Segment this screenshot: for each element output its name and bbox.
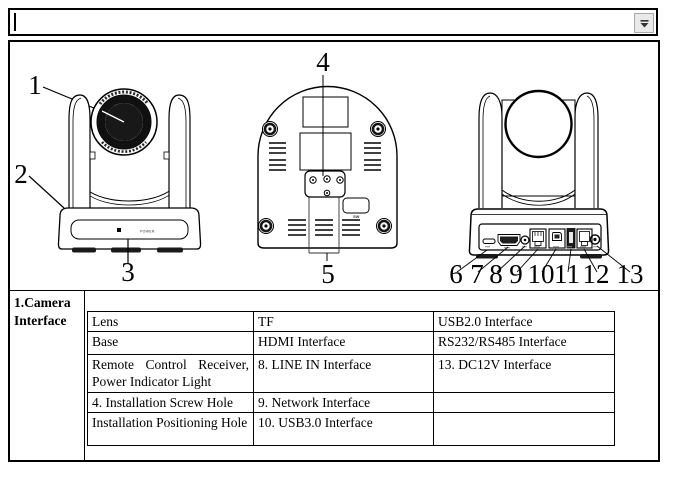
callout-1: 1 (28, 70, 42, 100)
front-panel (71, 220, 188, 239)
table-cell: 13. DC12V Interface (434, 355, 615, 393)
table-cell (434, 393, 615, 413)
table-row (88, 413, 615, 446)
mounting-plate (305, 171, 345, 197)
callout-7: 7 (470, 259, 484, 289)
table-row (88, 312, 615, 332)
table-cell: 4. Installation Screw Hole (88, 393, 254, 413)
document-combobox[interactable] (8, 8, 658, 36)
table-cell: HDMI Interface (254, 332, 434, 355)
table-cell: Base (88, 332, 254, 355)
network-port (530, 229, 546, 248)
table-row (88, 332, 615, 355)
callout-10: 10 (527, 259, 555, 289)
callout-3: 3 (121, 257, 135, 287)
content-frame (8, 40, 660, 462)
rear-view (449, 91, 643, 289)
callout-4: 4 (316, 47, 330, 77)
table-cell: TF (254, 312, 434, 332)
section-label-divider (84, 290, 85, 460)
callout-9: 9 (509, 259, 523, 289)
section-label: 1.Camera Interface (14, 295, 71, 328)
sw-label: SW (353, 214, 360, 219)
table-cell: Lens (88, 312, 254, 332)
callout-8: 8 (489, 259, 503, 289)
lens (91, 89, 157, 155)
table-cell: 9. Network Interface (254, 393, 434, 413)
hdmi-port (498, 235, 520, 246)
callout-5: 5 (321, 259, 335, 289)
table-cell: RS232/RS485 Interface (434, 332, 615, 355)
table-cell: USB2.0 Interface (434, 312, 615, 332)
power-label: POWER (140, 229, 155, 234)
callout-13: 13 (616, 259, 644, 289)
table-cell: Installation Positioning Hole (88, 413, 254, 446)
bottom-view (258, 47, 397, 289)
sw-switch (343, 198, 369, 213)
ir-receiver-dot (117, 228, 121, 232)
lens-rear (506, 91, 572, 157)
usb2-port (567, 229, 575, 249)
section-top-border (10, 290, 658, 291)
table-row (88, 355, 615, 393)
dropdown-arrow-icon (639, 18, 650, 29)
camera-diagrams (10, 42, 658, 290)
callout-6: 6 (449, 259, 463, 289)
table-cell: 10. USB3.0 Interface (254, 413, 434, 446)
table-cell: Remote Control Receiver, Power Indicator Light (88, 355, 254, 393)
text-cursor (14, 13, 16, 31)
callout-2: 2 (14, 159, 28, 189)
rs232-port (577, 229, 592, 248)
table-cell: 8. LINE IN Interface (254, 355, 434, 393)
front-view (14, 70, 200, 287)
callout-11: 11 (554, 259, 580, 289)
usb3-port (549, 229, 565, 248)
table-row (88, 393, 615, 413)
combobox-dropdown-button[interactable] (634, 13, 654, 33)
callout-12: 12 (582, 259, 610, 289)
camera-interface-table (87, 311, 615, 446)
table-cell (434, 413, 615, 446)
